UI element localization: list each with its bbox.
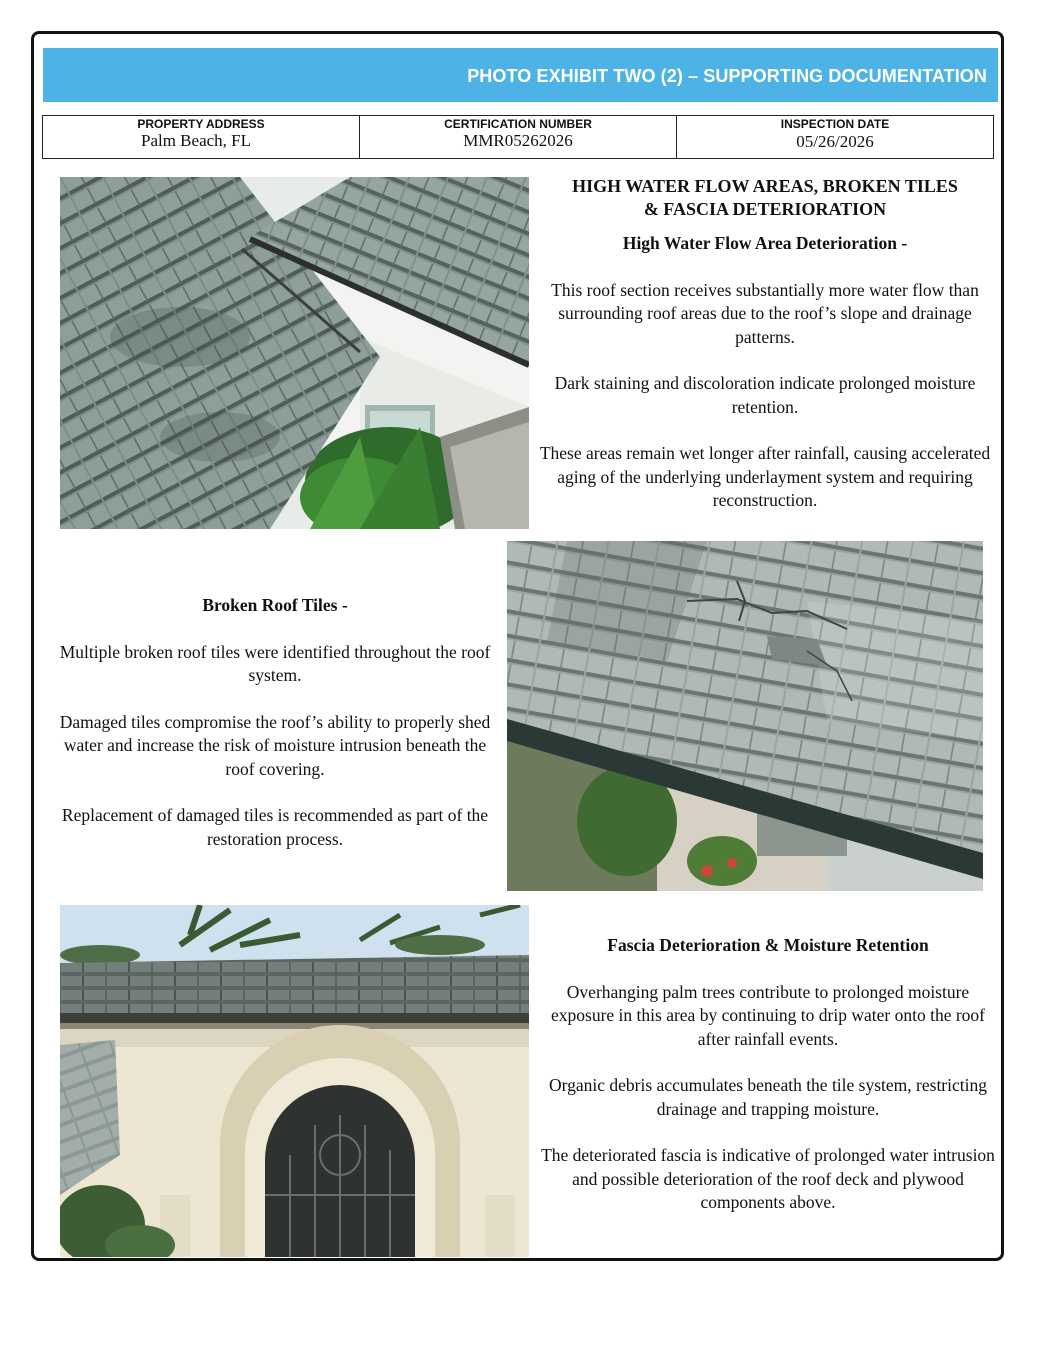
broken-tiles-paragraph-3: Replacement of damaged tiles is recommended as part of the restoration process. (61, 805, 489, 849)
broken-tiles-section (52, 594, 498, 874)
fascia-deterioration-paragraph-2: Organic debris accumulates beneath the tile system, restricting drainage and trapping moisture. (548, 1075, 987, 1119)
broken-tiles-paragraph-1: Multiple broken roof tiles were identified throughout the roof system. (59, 641, 491, 685)
fascia-deterioration-section (535, 934, 1001, 1238)
section-title (531, 175, 999, 221)
high-water-flow-paragraph-2: Dark staining and discoloration indicate prolonged moisture retention. (554, 373, 976, 417)
high-water-flow-paragraph-3: These areas remain wet longer after rainfall, causing accelerated aging of the underlying underlayment system and requiring reconstruction. (539, 443, 991, 510)
high-water-flow-heading: High Water Flow Area Deterioration - (622, 233, 908, 253)
inspection-date-cell (677, 116, 993, 158)
fascia-deterioration-paragraph-3: The deteriorated fascia is indicative of prolonged water intrusion and possible deterioration of the roof deck and plywood components above. (541, 1145, 995, 1212)
fascia-deterioration-heading: Fascia Deterioration & Moisture Retention (607, 935, 929, 955)
property-info-bar (42, 115, 994, 159)
certification-number-label: CERTIFICATION NUMBER (444, 117, 592, 131)
fascia-deterioration-photo (60, 905, 529, 1257)
broken-tiles-photo (507, 541, 983, 891)
certification-number-cell (360, 116, 677, 158)
exhibit-title: PHOTO EXHIBIT TWO (2) – SUPPORTING DOCUMENTATION (467, 65, 987, 86)
fascia-deterioration-paragraph-1: Overhanging palm trees contribute to prolonged moisture exposure in this area by continuing to drip water onto the roof after rainfall events. (551, 981, 985, 1049)
inspection-date-value: 05/26/2026 (796, 132, 874, 151)
property-address-value: Palm Beach, FL (140, 131, 251, 150)
high-water-flow-paragraph-1: This roof section receives substantially more water flow than surrounding roof areas due to the roof’s slope and drainage patterns. (551, 279, 979, 347)
broken-tiles-paragraph-2: Damaged tiles compromise the roof’s ability to properly shed water and increase the risk of moisture intrusion beneath the roof covering. (59, 711, 491, 779)
section-title-line-1: HIGH WATER FLOW AREAS, BROKEN TILES (572, 176, 958, 196)
property-address-label: PROPERTY ADDRESS (137, 117, 265, 131)
section-title-line-2: & FASCIA DETERIORATION (643, 199, 887, 219)
roof-valley-photo (60, 177, 529, 529)
broken-tiles-heading: Broken Roof Tiles - (202, 595, 348, 615)
inspection-date-label: INSPECTION DATE (780, 117, 890, 131)
certification-number-value: MMR05262026 (463, 131, 573, 150)
high-water-flow-section (531, 175, 999, 536)
exhibit-banner (43, 48, 998, 102)
property-address-cell (43, 116, 360, 158)
